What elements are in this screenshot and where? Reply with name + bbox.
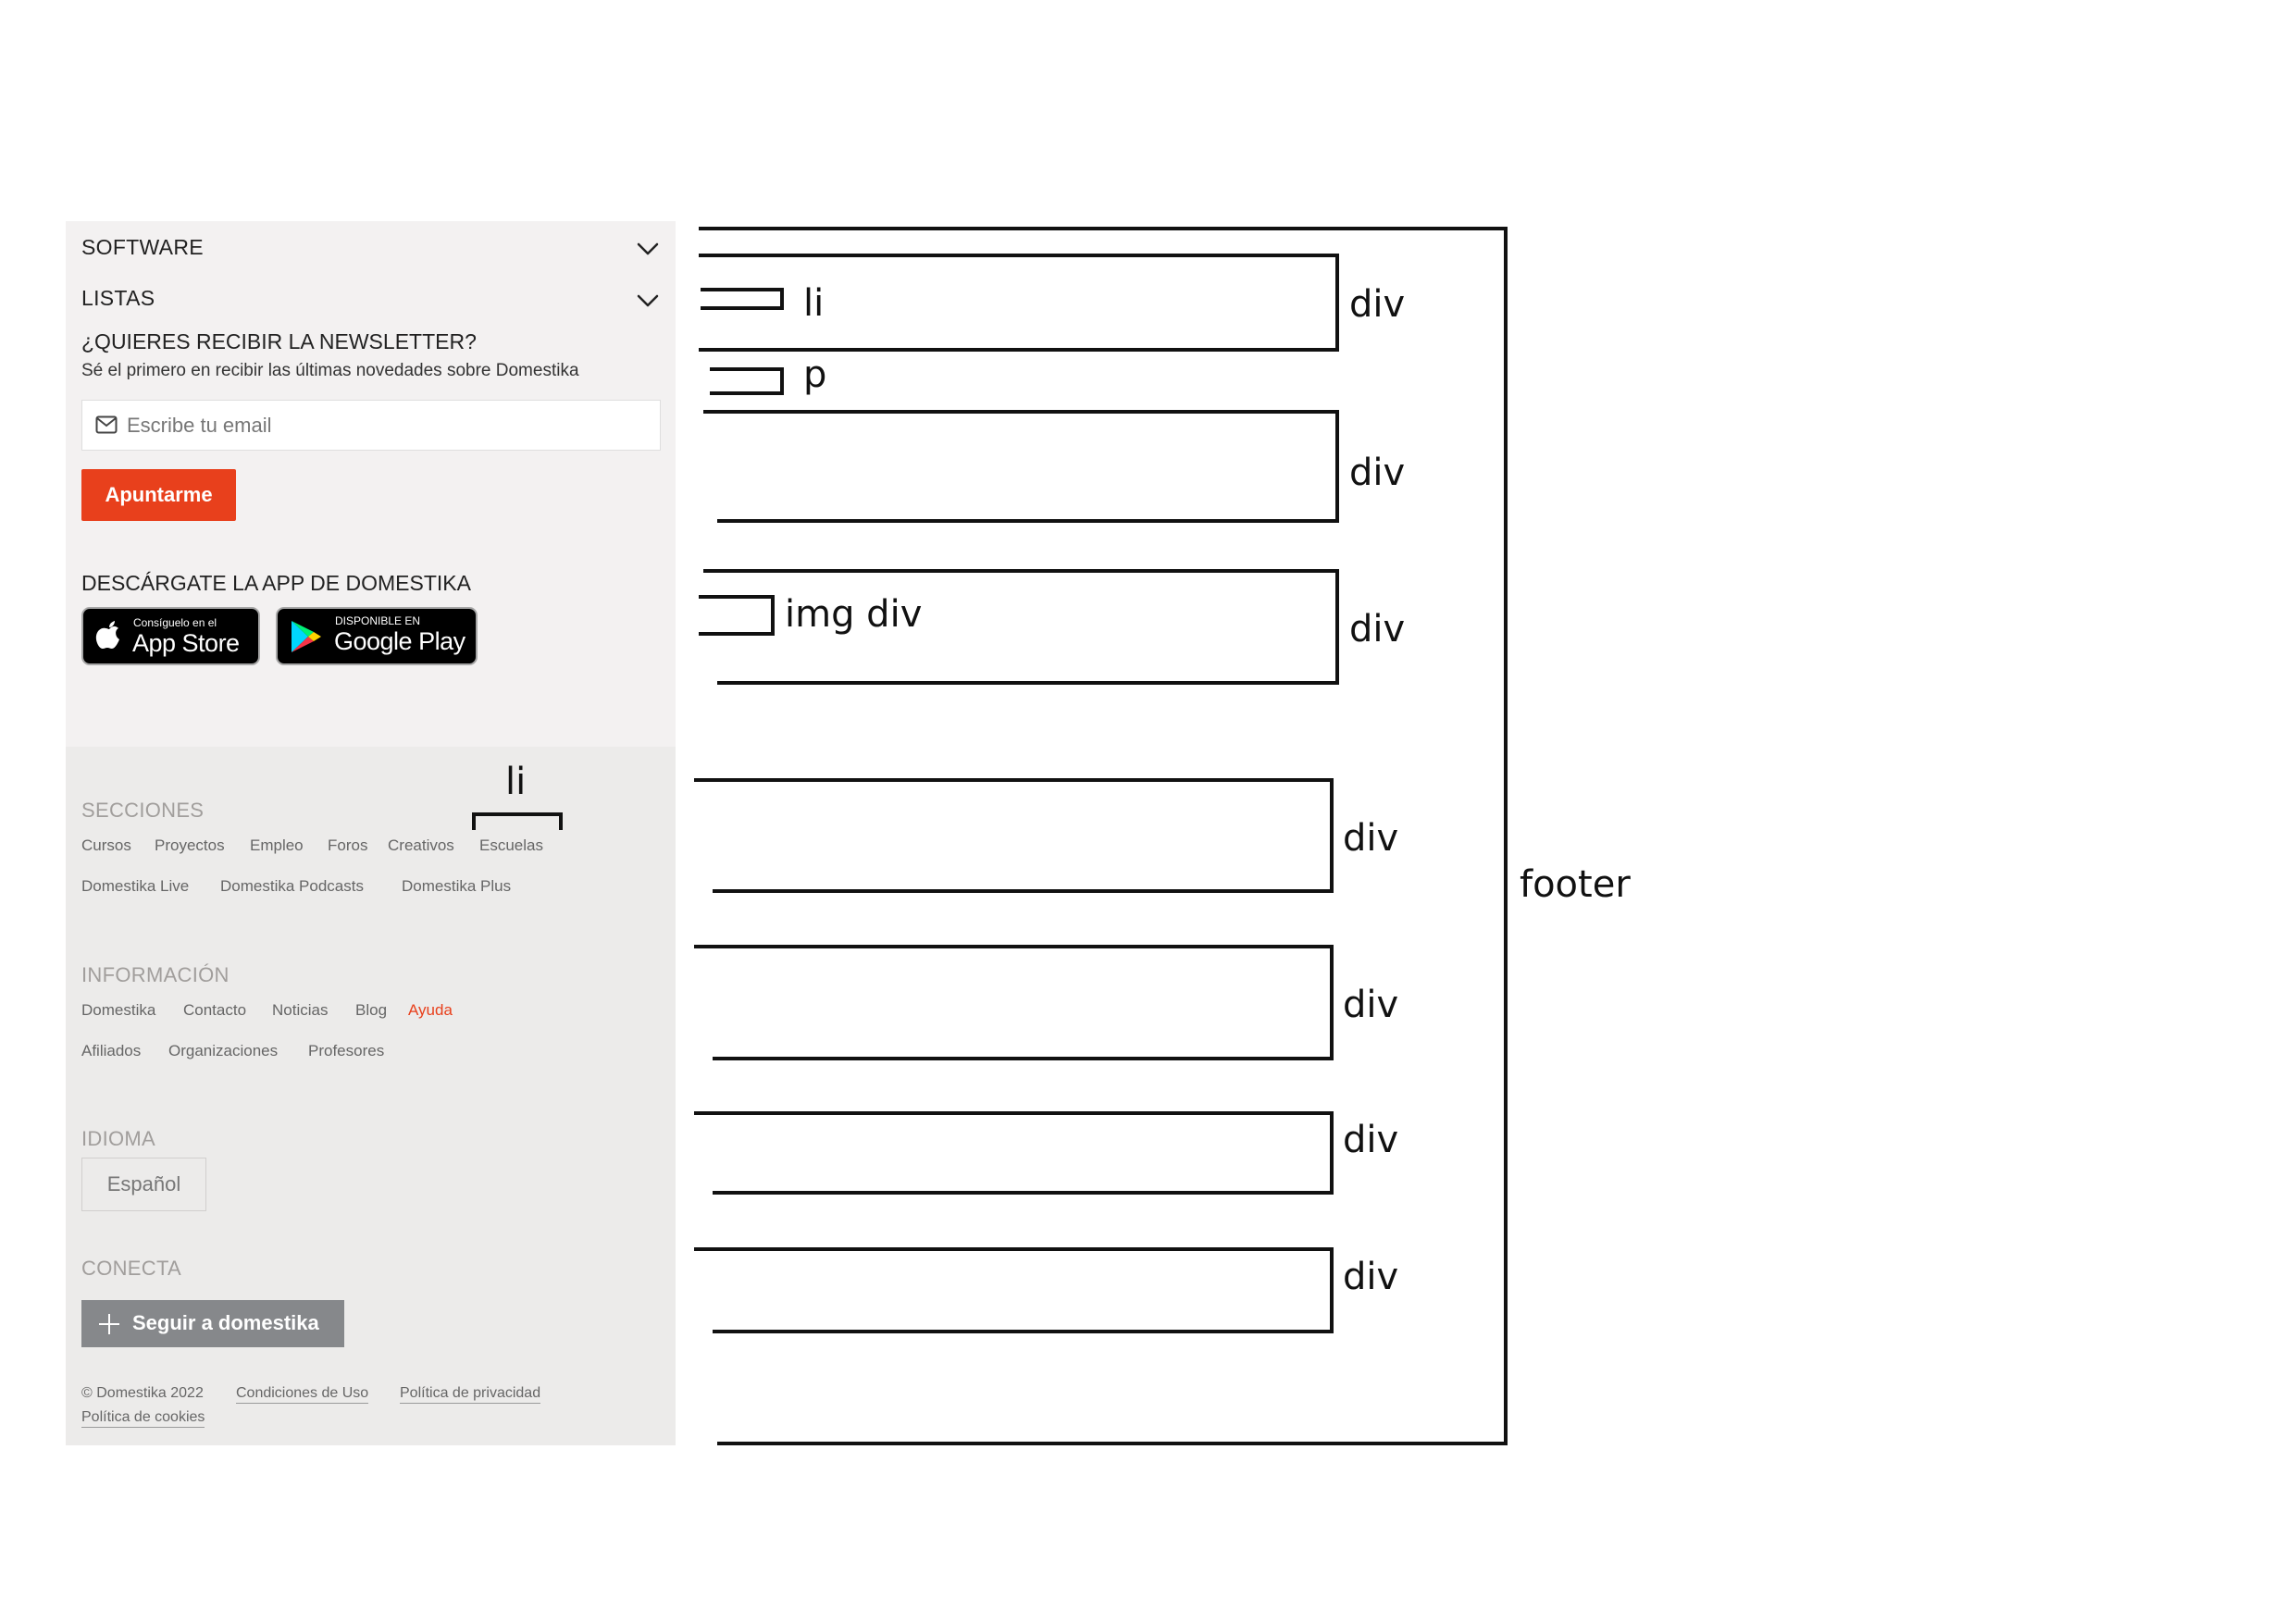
link-ayuda[interactable]: Ayuda bbox=[408, 1001, 453, 1019]
div-bracket-2 bbox=[703, 412, 1337, 521]
link-organizaciones[interactable]: Organizaciones bbox=[168, 1042, 279, 1059]
p-bracket bbox=[710, 369, 782, 393]
link-profesores[interactable]: Profesores bbox=[308, 1042, 385, 1059]
div-bracket-6 bbox=[694, 1113, 1332, 1193]
annotation-div-7: div bbox=[1343, 1256, 1399, 1298]
link-noticias[interactable]: Noticias bbox=[272, 1001, 329, 1019]
img-div-bracket bbox=[699, 597, 773, 634]
follow-domestika-label: Seguir a domestika bbox=[132, 1311, 319, 1334]
annotation-div-3: div bbox=[1349, 608, 1406, 650]
div-bracket-7 bbox=[694, 1249, 1332, 1332]
link-privacy[interactable]: Política de privacidad bbox=[400, 1385, 540, 1404]
link-foros[interactable]: Foros bbox=[328, 836, 368, 854]
annotation-footer: footer bbox=[1520, 863, 1631, 906]
annotation-li-sections: li bbox=[505, 761, 527, 803]
div-bracket-4 bbox=[694, 780, 1332, 891]
link-domestika-plus[interactable]: Domestika Plus bbox=[402, 877, 512, 895]
link-cursos[interactable]: Cursos bbox=[81, 836, 131, 854]
annotation-img-div: img div bbox=[785, 593, 923, 636]
app-store-big-label: App Store bbox=[132, 629, 240, 657]
copyright-text: © Domestika 2022 bbox=[81, 1385, 204, 1401]
li-bracket-top bbox=[701, 290, 782, 308]
link-contacto[interactable]: Contacto bbox=[183, 1001, 247, 1019]
sections-title: SECCIONES bbox=[81, 799, 205, 822]
link-afiliados[interactable]: Afiliados bbox=[81, 1042, 142, 1059]
annotation-p: p bbox=[803, 353, 827, 396]
language-title: IDIOMA bbox=[81, 1127, 156, 1150]
link-domestika-podcasts[interactable]: Domestika Podcasts bbox=[220, 877, 364, 895]
link-proyectos[interactable]: Proyectos bbox=[155, 836, 225, 854]
link-creativos[interactable]: Creativos bbox=[388, 836, 454, 854]
div-bracket-5 bbox=[694, 947, 1332, 1059]
connect-title: CONECTA bbox=[81, 1257, 182, 1280]
annotation-div-2: div bbox=[1349, 452, 1406, 494]
link-empleo[interactable]: Empleo bbox=[250, 836, 304, 854]
link-domestika[interactable]: Domestika bbox=[81, 1001, 156, 1019]
link-blog[interactable]: Blog bbox=[355, 1001, 388, 1019]
div-bracket-1 bbox=[699, 255, 1337, 350]
app-download-title: DESCÁRGATE LA APP DE DOMESTIKA bbox=[81, 571, 471, 595]
link-terms[interactable]: Condiciones de Uso bbox=[236, 1385, 368, 1404]
google-play-small-label: DISPONIBLE EN bbox=[335, 614, 421, 627]
link-escuelas[interactable]: Escuelas bbox=[479, 836, 543, 854]
link-domestika-live[interactable]: Domestika Live bbox=[81, 877, 190, 895]
subscribe-button[interactable]: Apuntarme bbox=[81, 469, 236, 521]
app-store-small-label: Consíguelo en el bbox=[133, 616, 217, 629]
newsletter-title: ¿QUIERES RECIBIR LA NEWSLETTER? bbox=[81, 329, 477, 353]
accordion-listas-label: LISTAS bbox=[81, 286, 155, 310]
annotation-div-1: div bbox=[1349, 283, 1406, 326]
google-play-big-label: Google Play bbox=[334, 627, 465, 655]
language-select[interactable]: Español bbox=[81, 1158, 206, 1211]
annotation-div-5: div bbox=[1343, 984, 1399, 1026]
newsletter-subtitle: Sé el primero en recibir las últimas novedades sobre Domestika bbox=[81, 361, 579, 380]
li-bracket-sections bbox=[474, 814, 561, 830]
annotation-div-4: div bbox=[1343, 817, 1399, 860]
link-cookies[interactable]: Política de cookies bbox=[81, 1409, 205, 1428]
annotation-li-top: li bbox=[803, 282, 825, 325]
annotation-div-6: div bbox=[1343, 1119, 1399, 1161]
info-title: INFORMACIÓN bbox=[81, 963, 230, 986]
accordion-software-label: SOFTWARE bbox=[81, 235, 204, 259]
